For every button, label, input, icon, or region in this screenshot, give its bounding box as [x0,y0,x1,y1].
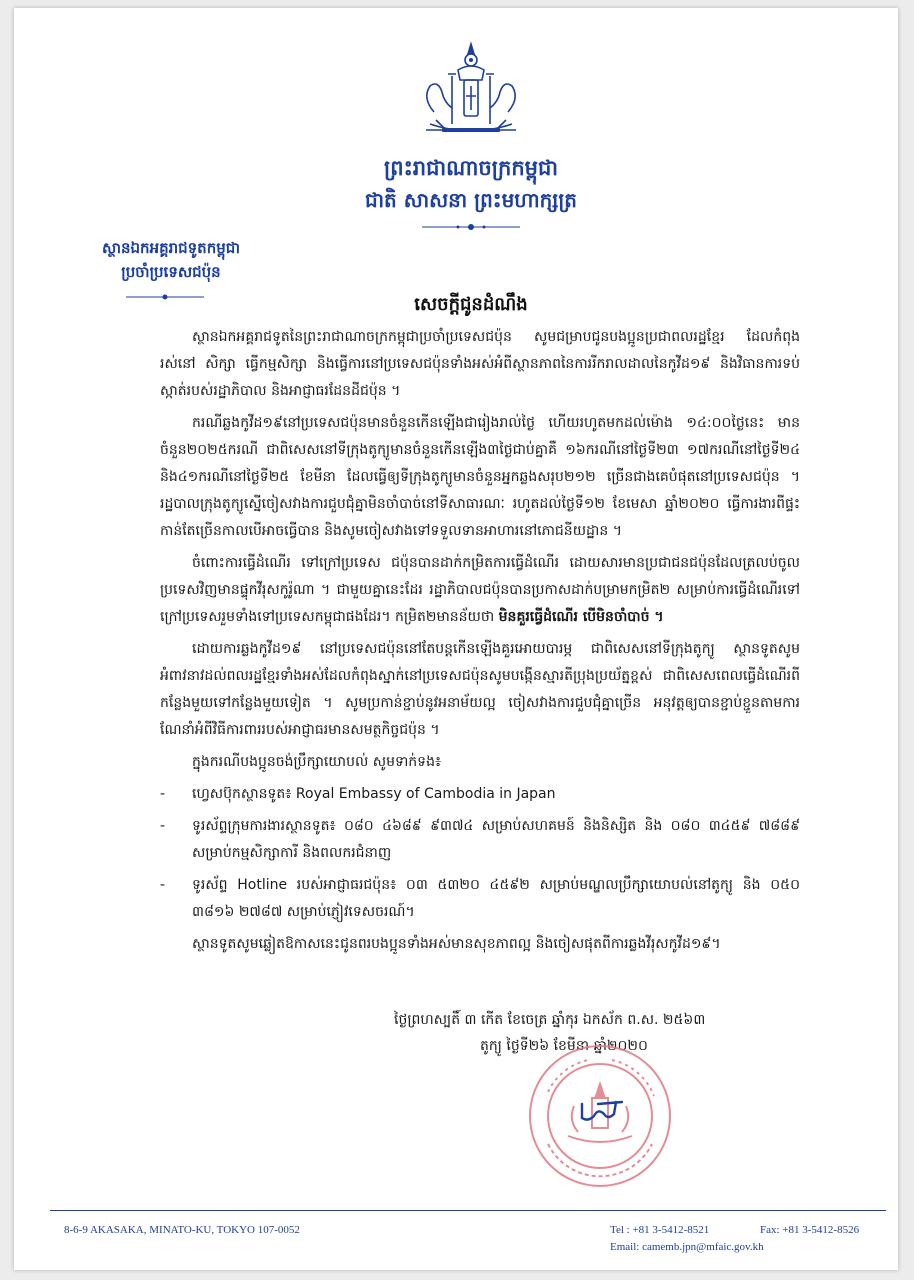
paragraph-travel-text: ចំពោះការធ្វើដំណើរ ទៅក្រៅប្រទេស ជប៉ុនបានដាក់កម្រិតការធ្វើដំណើរ ដោយសារមានប្រជាជនជប៉ុនដែលត្រលប់ចូលប្រទេសវិញមានផ្ទុកវីរុសកូរ៉ូណា ។ ជាមួយគ្នានេះដែរ រដ្ឋាភិបាលជប៉ុនបានប្រកាសដាក់បម្រាមកម្រិត២ សម្រាប់ការធ្វើដំណើរទៅក្រៅប្រទេសរួមទាំងទៅប្រទេសកម្ពុជាផងដែរ។ កម្រិត២មានន័យថា [160,555,800,625]
footer-address: 8-6-9 AKASAKA, MINATO-KU, TOKYO 107-0052 [64,1224,300,1236]
contact-item: - ទូរស័ព្ទ Hotline របស់អាជ្ញាធរជប៉ុន៖ ០៣ ៥៣២០ ៤៥៩២ សម្រាប់មណ្ឌលប្រឹក្សាយោបល់នៅតូក្យូ និង ០៥០ ៣៨១៦ ២៧៨៧ សម្រាប់ភ្ញៀវទេសចរណ៍។ [160,877,800,920]
paragraph-closing: ស្ថានទូតសូមឆ្លៀតឱកាសនេះជូនពរបងប្អូនទាំងអស់មានសុខភាពល្អ និងចៀសផុតពីការឆ្លងវីរុសកូវីដ១៩។ [192,936,721,952]
letter-page [14,8,898,1270]
contact-item: - ទូរស័ព្ទក្រុមការងារស្ថានទូត៖ ០៨០ ៤៦៨៩ ៩៣៧៤ សម្រាប់សហគមន៍ និងនិស្សិត និង ០៨០ ៣៤៥៩ ៧៨៨៩ សម្រាប់កម្មសិក្សាការី និងពលករជំនាញ [160,818,800,861]
paragraph-contact-intro: ក្នុងករណីបងប្អូនចង់ប្រឹក្សាយោបល់ សូមទាក់ទង៖ [192,754,442,770]
footer-email: Email: camemb.jpn@mfaic.gov.kh [610,1241,764,1253]
kingdom-title: ព្រះរាជាណាចក្រកម្ពុជា [383,155,558,180]
paragraph-appeal: ដោយការឆ្លងកូវីដ១៩ នៅប្រទេសជប៉ុននៅតែបន្តកើនឡើងគួរអោយបារម្ភ ជាពិសេសនៅទីក្រុងតូក្យូ ស្ថានទូតសូមអំពាវនាវដល់ពលរដ្ឋខ្មែរទាំងអស់ដែលកំពុងស្នាក់នៅប្រទេសជប៉ុនសូមបង្កើនស្មារតីប្រុងប្រយ័ត្នខ្ពស់ ជាពិសេសពេលធ្វើដំណើរពីកន្លែងមួយទៅកន្លែងមួយទៀត ។ សូមប្រកាន់ខ្ជាប់នូវអនាម័យល្អ ចៀសវាងការជួបជុំគ្នាច្រើន អនុវត្តឲ្យបានខ្ជាប់ខ្ជួនតាមការណែនាំអំពីវិធីការពាររបស់អាជ្ញាធរមានសមត្ថកិច្ចជប៉ុន ។ [160,641,800,738]
document-title: សេចក្តីជូនដំណឹង [414,294,528,315]
embassy-name: ស្ថានឯកអគ្គរាជទូតកម្ពុជា [101,239,241,257]
ornament-divider-icon [418,222,524,232]
notice-body [160,324,800,963]
contact-embassy-phone: ទូរស័ព្ទក្រុមការងារស្ថានទូត៖ ០៨០ ៤៦៨៩ ៩៣៧៤ សម្រាប់សហគមន៍ និងនិស្សិត និង ០៨០ ៣៤៥៩ ៧៨៨៩ សម្រាប់កម្មសិក្សាការី និងពលករជំនាញ [192,818,800,861]
lunar-date: ថ្ងៃព្រហស្បតិ៍ ៣ កើត ខែចេត្រ ឆ្នាំកុរ ឯកស័ក ព.ស. ២៥៦៣ [394,1012,706,1028]
paragraph-intro: ស្ថានឯកអគ្គរាជទូតនៃព្រះរាជាណាចក្រកម្ពុជាប្រចាំប្រទេសជប៉ុន សូមជម្រាបជូនបងប្អូនប្រជាពលរដ្ឋខ្មែរ ដែលកំពុងរស់នៅ សិក្សា ធ្វើកម្មសិក្សា និងធ្វើការនៅប្រទេសជប៉ុនទាំងអស់អំពីស្ថានភាពនៃការរីករាលដាលនៃកូវីដ១៩ និងវិធានការទប់ស្កាត់របស់រដ្ឋាភិបាល និងអាជ្ញាធរដែនដីជប៉ុន ។ [160,329,800,399]
signature-icon [576,1092,632,1126]
contact-hotline: ទូរស័ព្ទ Hotline របស់អាជ្ញាធរជប៉ុន៖ ០៣ ៥៣២០ ៤៥៩២ សម្រាប់មណ្ឌលប្រឹក្សាយោបល់នៅតូក្យូ និង ០៥០ ៣៨១៦ ២៧៨៧ សម្រាប់ភ្ញៀវទេសចរណ៍។ [192,877,800,920]
embassy-name-block [56,236,286,284]
footer-divider [50,1210,886,1211]
royal-arms-emblem-icon [412,40,530,142]
ornament-divider-small-icon [122,292,208,302]
solar-date: តូក្យូ ថ្ងៃទី២៦ ខែមីនា ឆ្នាំ២០២០ [480,1038,648,1054]
contact-item: - ហ្វេសប៊ុកស្ថានទូត៖ Royal Embassy of Cambodia in Japan [160,786,556,802]
travel-warning-emphasis: មិនគួរធ្វើដំណើរ បើមិនចាំបាច់ ។ [498,609,664,625]
paragraph-cases: ករណីឆ្លងកូវីដ១៩នៅប្រទេសជប៉ុនមានចំនួនកើនឡើងជារៀងរាល់ថ្ងៃ ហើយរហូតមកដល់ម៉ោង ១៤:០០ថ្ងៃនេះ មានចំនួន២០២៥ករណី ជាពិសេសនៅទីក្រុងតូក្យូមានចំនួនកើនឡើង៣ថ្ងៃជាប់គ្នាគឺ ១៦ករណីនៅថ្ងៃទី២៣ ១៧ករណីនៅថ្ងៃទី២៤ និង៤១ករណីនៅថ្ងៃទី២៥ ខែមីនា ដែលធ្វើឲ្យទីក្រុងតូក្យូមានចំនួនអ្នកឆ្លងសរុប២១២ ច្រើនជាងគេបំផុតនៅប្រទេសជប៉ុន ។ រដ្ឋបាលក្រុងតូក្យូស្នើចៀសវាងការជួបជុំគ្នាមិនចាំបាច់នៅទីសាធារណៈ រហូតដល់ថ្ងៃទី១២ ខែមេសា ឆ្នាំ២០២០ ធ្វើការងារពីផ្ទះកាន់តែច្រើនកាលបើអាចធ្វើបាន និងសូមចៀសវាងទៅទទួលទានអាហារនៅភោជនីយដ្ឋាន ។ [160,415,800,539]
embassy-location: ប្រចាំប្រទេសជប៉ុន [121,263,221,281]
contact-facebook: ហ្វេសប៊ុកស្ថានទូត៖ Royal Embassy of Cambodia in Japan [192,786,556,802]
footer-tel: Tel : +81 3-5412-8521 [610,1224,710,1236]
footer-fax: Fax: +81 3-5412-8526 [760,1224,860,1236]
kingdom-motto: ជាតិ សាសនា ព្រះមហាក្សត្រ [365,188,577,212]
paragraph-travel [160,550,800,631]
